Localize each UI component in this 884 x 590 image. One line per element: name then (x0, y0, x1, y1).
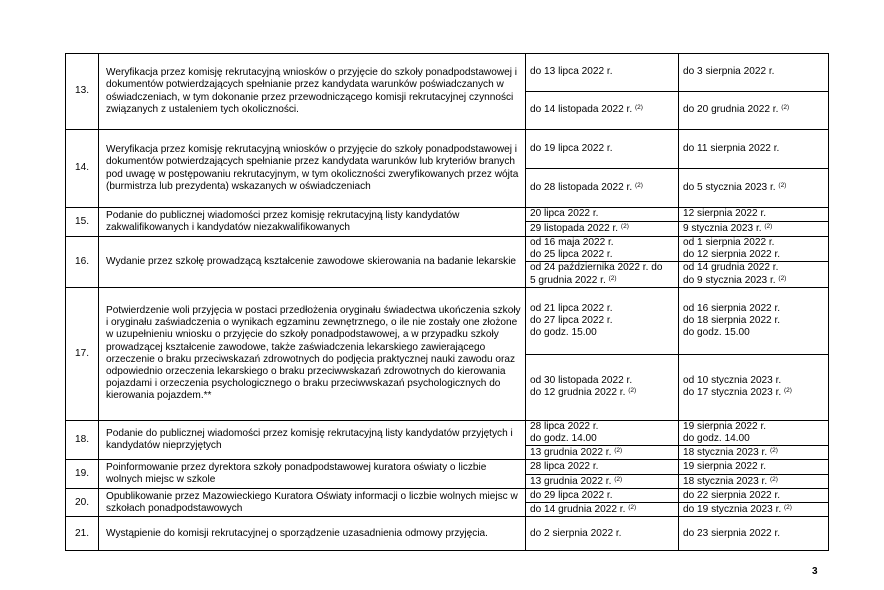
footnote-marker: (2) (778, 181, 787, 189)
footnote-marker: (2) (608, 274, 617, 282)
sup-first-date: od 24 października 2022 r. do 5 grudnia 2022 r. $^{(2)}$ (526, 262, 679, 287)
footnote-marker: (2) (628, 387, 637, 395)
main-first-date: 20 lipca 2022 r. (526, 208, 679, 222)
row-number: 17. (66, 287, 99, 420)
row-description: Weryfikacja przez komisję rekrutacyjną wniosków o przyjęcie do szkoły ponadpodstawowej i dokumentów potwierdzających spełnianie przez kandydata warunków poświadczanych w oświadczeniach, w tym dokonanie przez przewodniczącego komisji rekrutacyjnej czynności związanych z ustaleniem tych okoliczności. (99, 54, 526, 130)
sup-first-date: 13 grudnia 2022 r. $^{(2)}$ (526, 446, 679, 460)
row-description: Potwierdzenie woli przyjęcia w postaci przedłożenia oryginału świadectwa ukończenia szkoły i oryginału zaświadczenia o wynikach egzaminu zewnętrznego, o ile nie zostały one złożone w uzupełnieniu wniosku o przyjęcie do szkoły ponadpodstawowej, a w przypadku szkoły prowadzącej kształcenie zawodowe, także zaświadczenia lekarskiego zawierającego orzeczenie o braku przeciwskazań zdrowotnych do podjęcia praktycznej nauki zawodu oraz odpowiednio orzeczenia lekarskiego o braku przeciwwskazań zdrowotnych do kierowania pojazdami i orzeczenia psychologicznego o braku przeciwwskazań psychologicznych do kierowania pojazdem.** (99, 287, 526, 420)
second-date: do 23 sierpnia 2022 r. (679, 517, 829, 551)
main-first-date: 28 lipca 2022 r. do godz. 14.00 (526, 420, 679, 445)
table-row (66, 208, 829, 222)
table-row (66, 517, 829, 551)
main-first-date: od 21 lipca 2022 r. do 27 lipca 2022 r. do godz. 15.00 (526, 287, 679, 354)
row-description: Podanie do publicznej wiadomości przez komisję rekrutacyjną listy kandydatów przyjętych i kandydatów nieprzyjętych (99, 420, 526, 459)
sup-second-date: do 19 stycznia 2023 r. $^{(2)}$ (679, 503, 829, 517)
table-row (66, 54, 829, 92)
row-number: 16. (66, 237, 99, 288)
main-first-date: do 19 lipca 2022 r. (526, 130, 679, 169)
footnote-marker: (2) (764, 222, 773, 230)
sup-second-date: od 14 grudnia 2022 r. do 9 stycznia 2023 r. $^{(2)}$ (679, 262, 829, 287)
footnote-marker: (2) (634, 104, 643, 112)
footnote-marker: (2) (769, 446, 778, 454)
main-first-date: 28 lipca 2022 r. (526, 460, 679, 475)
main-second-date: od 16 sierpnia 2022 r. do 18 sierpnia 2022 r. do godz. 15.00 (679, 287, 829, 354)
footnote-marker: (2) (784, 503, 792, 511)
page-number: 3 (812, 566, 818, 577)
row-number: 19. (66, 460, 99, 489)
footnote-marker: (2) (620, 222, 629, 230)
schedule-table (65, 53, 829, 551)
footnote-marker: (2) (784, 387, 792, 395)
footnote-marker: (2) (614, 446, 623, 454)
sup-second-date: 18 stycznia 2023 r. $^{(2)}$ (679, 446, 829, 460)
sup-first-date: do 14 listopada 2022 r. $^{(2)}$ (526, 92, 679, 130)
main-second-date: do 3 sierpnia 2022 r. (679, 54, 829, 92)
main-second-date: od 1 sierpnia 2022 r. do 12 sierpnia 2022 r. (679, 237, 829, 262)
row-description: Wystąpienie do komisji rekrutacyjnej o sporządzenie uzasadnienia odmowy przyjęcia. (99, 517, 526, 551)
footnote-marker: (2) (781, 104, 790, 112)
row-number: 21. (66, 517, 99, 551)
main-first-date: od 16 maja 2022 r. do 25 lipca 2022 r. (526, 237, 679, 262)
table-row (66, 237, 829, 262)
row-description: Weryfikacja przez komisję rekrutacyjną wniosków o przyjęcie do szkoły ponadpodstawowej i dokumentów potwierdzających spełnianie przez kandydata warunków lub kryteriów branych pod uwagę w postępowaniu rekrutacyjnym, w tym okoliczności zweryfikowanych przez wójta (burmistrza lub prezydenta) wskazanych w oświadczeniach (99, 130, 526, 208)
main-second-date: 19 sierpnia 2022 r. (679, 460, 829, 475)
sup-first-date: 13 grudnia 2022 r. $^{(2)}$ (526, 475, 679, 489)
sup-second-date: od 10 stycznia 2023 r. do 17 stycznia 2023 r. $^{(2)}$ (679, 354, 829, 420)
row-description: Opublikowanie przez Mazowieckiego Kuratora Oświaty informacji o liczbie wolnych miejsc w szkołach ponadpodstawowych (99, 489, 526, 517)
row-number: 15. (66, 208, 99, 237)
footnote-marker: (2) (778, 274, 787, 282)
main-first-date: do 29 lipca 2022 r. (526, 489, 679, 503)
footnote-marker: (2) (628, 503, 637, 511)
table-row (66, 130, 829, 169)
sup-first-date: 29 listopada 2022 r. $^{(2)}$ (526, 222, 679, 237)
main-first-date: do 13 lipca 2022 r. (526, 54, 679, 92)
sup-first-date: od 30 listopada 2022 r. do 12 grudnia 2022 r. $^{(2)}$ (526, 354, 679, 420)
table-row (66, 287, 829, 354)
main-second-date: do 11 sierpnia 2022 r. (679, 130, 829, 169)
row-description: Podanie do publicznej wiadomości przez komisję rekrutacyjną listy kandydatów zakwalifikowanych i kandydatów niezakwalifikowanych (99, 208, 526, 237)
sup-first-date: do 28 listopada 2022 r. $^{(2)}$ (526, 169, 679, 208)
sup-second-date: do 20 grudnia 2022 r. $^{(2)}$ (679, 92, 829, 130)
table-row (66, 489, 829, 503)
footnote-marker: (2) (634, 181, 643, 189)
row-description: Wydanie przez szkołę prowadzącą kształcenie zawodowe skierowania na badanie lekarskie (99, 237, 526, 288)
main-second-date: do 22 sierpnia 2022 r. (679, 489, 829, 503)
row-number: 14. (66, 130, 99, 208)
first-date: do 2 sierpnia 2022 r. (526, 517, 679, 551)
footnote-marker: (2) (769, 475, 778, 483)
row-number: 18. (66, 420, 99, 459)
table-row (66, 420, 829, 445)
sup-second-date: 18 stycznia 2023 r. $^{(2)}$ (679, 475, 829, 489)
sup-second-date: 9 stycznia 2023 r. $^{(2)}$ (679, 222, 829, 237)
main-second-date: 19 sierpnia 2022 r. do godz. 14.00 (679, 420, 829, 445)
sup-second-date: do 5 stycznia 2023 r. $^{(2)}$ (679, 169, 829, 208)
footnote-marker: (2) (614, 475, 623, 483)
row-description: Poinformowanie przez dyrektora szkoły ponadpodstawowej kuratora oświaty o liczbie wolnych miejsc w szkole (99, 460, 526, 489)
sup-first-date: do 14 grudnia 2022 r. $^{(2)}$ (526, 503, 679, 517)
table-row (66, 460, 829, 475)
row-number: 20. (66, 489, 99, 517)
main-second-date: 12 sierpnia 2022 r. (679, 208, 829, 222)
row-number: 13. (66, 54, 99, 130)
